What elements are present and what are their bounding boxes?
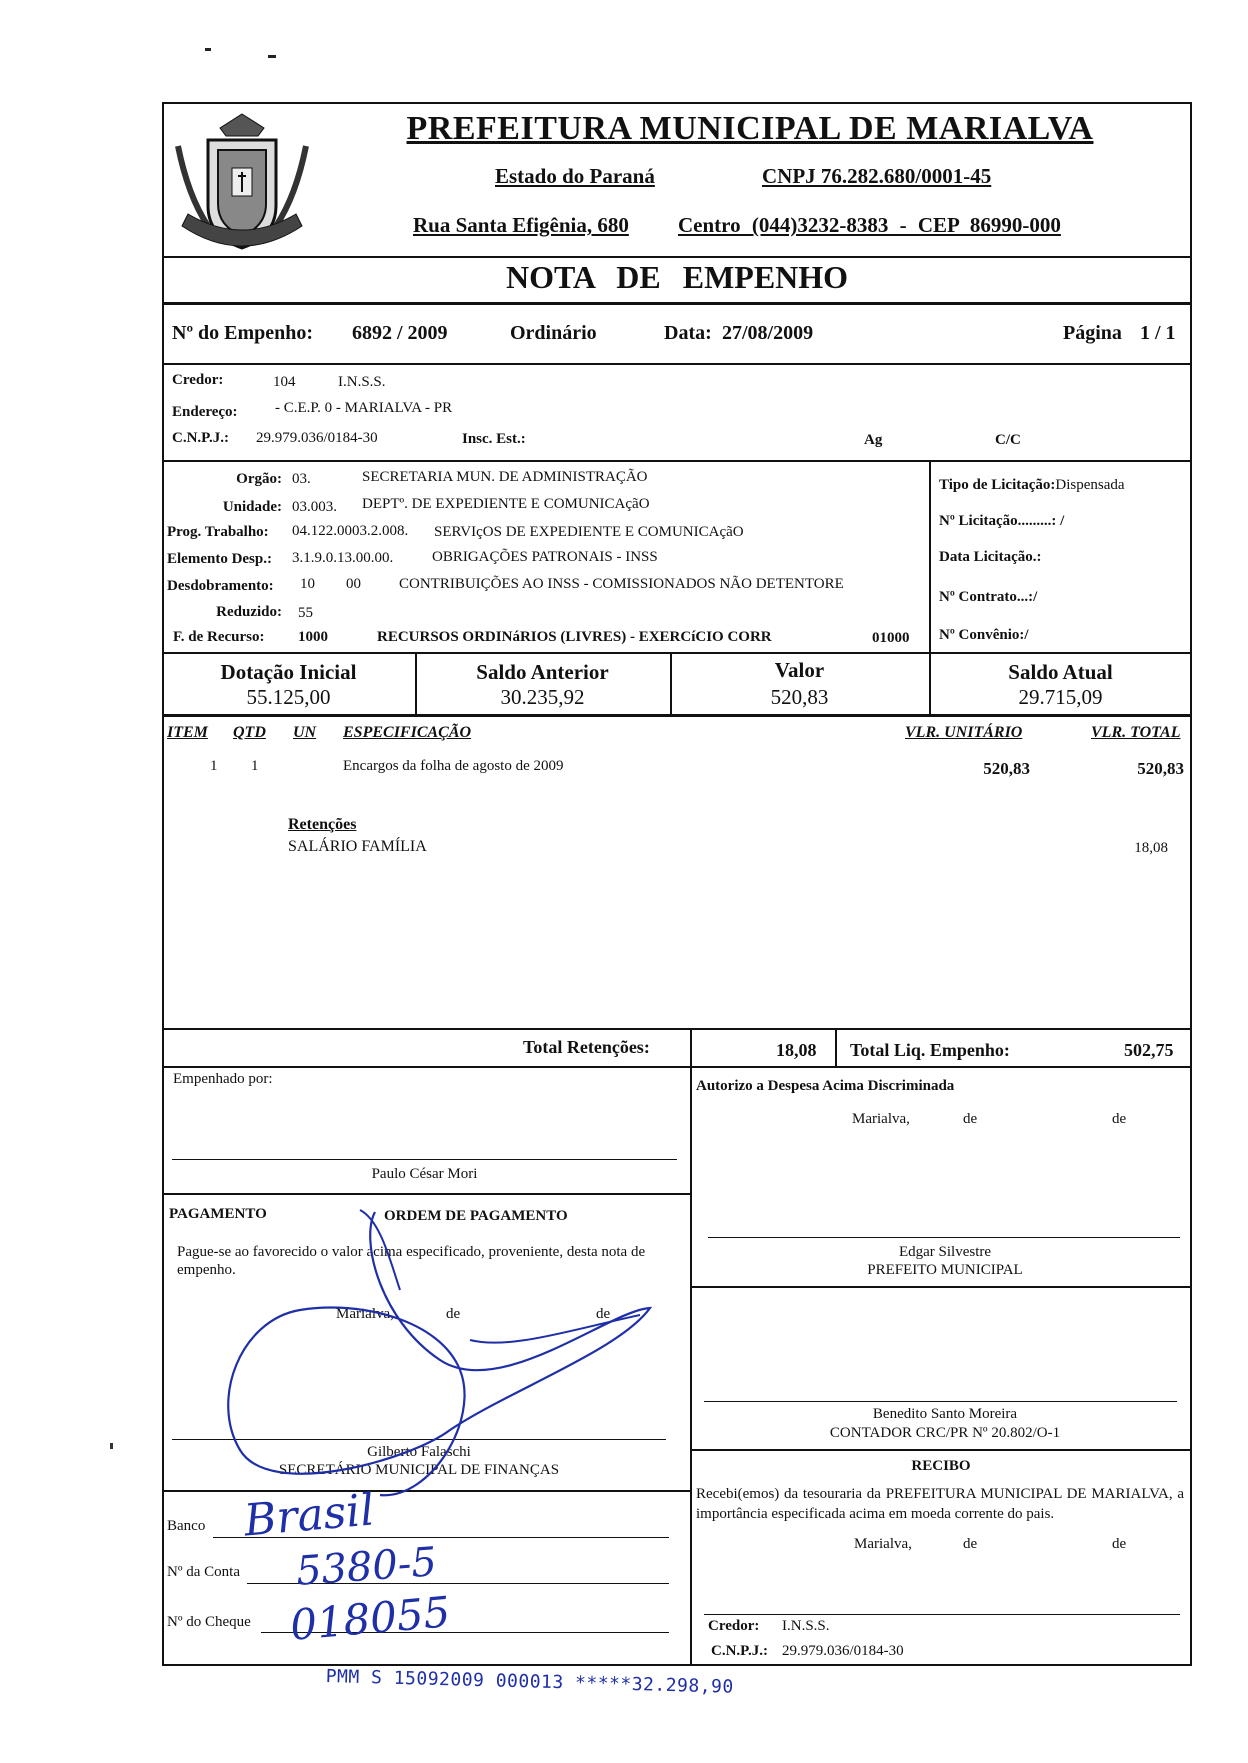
prefeitura-title: PREFEITURA MUNICIPAL DE MARIALVA — [406, 110, 1094, 147]
orgao-label: Orgão: — [236, 471, 282, 487]
conta-handwritten: 5380-5 — [294, 1539, 439, 1595]
divider — [929, 460, 931, 652]
recurso-num: 01000 — [872, 630, 910, 646]
autorizo-local: Marialva, — [852, 1111, 910, 1127]
total-retencoes-label: Total Retenções: — [523, 1037, 650, 1057]
pagamento-de1: de — [446, 1306, 461, 1322]
cheque-label: Nº do Cheque — [167, 1614, 251, 1630]
contact-label: Centro (044)3232-8383 - CEP 86990-000 — [678, 213, 1061, 237]
item-number: 1 — [210, 758, 218, 774]
recibo-de1: de — [963, 1536, 978, 1552]
divider — [690, 1028, 692, 1665]
recibo-cnpj: 29.979.036/0184-30 — [782, 1643, 904, 1659]
elemento-desc: OBRIGAÇÕES PATRONAIS - INSS — [432, 549, 658, 565]
col-item: ITEM — [167, 724, 208, 741]
divider — [162, 302, 1192, 305]
contador-title: CONTADOR CRC/PR Nº 20.802/O-1 — [829, 1425, 1061, 1441]
saldo-anterior-label: Saldo Anterior — [476, 660, 609, 684]
creditor-label: Credor: — [172, 372, 224, 388]
empenhado-name: Paulo César Mori — [371, 1166, 478, 1182]
col-vlr-total: VLR. TOTAL — [1091, 724, 1181, 741]
elemento-code: 3.1.9.0.13.00.00. — [292, 550, 394, 566]
empenho-number: 6892 / 2009 — [352, 322, 448, 344]
divider — [162, 1193, 690, 1195]
unidade-code: 03.003. — [292, 499, 337, 515]
scan-speck — [205, 48, 211, 51]
divider — [162, 652, 1192, 654]
creditor-code: 104 — [273, 374, 296, 390]
dotacao-label: Dotação Inicial — [220, 660, 357, 684]
valor-value: 520,83 — [770, 685, 829, 709]
divider — [162, 256, 1192, 258]
recibo-credor-label: Credor: — [708, 1618, 760, 1634]
divider — [690, 1449, 1192, 1451]
item-qtd: 1 — [251, 758, 259, 774]
retencao-name: SALÁRIO FAMÍLIA — [288, 838, 427, 855]
recibo-local: Marialva, — [854, 1536, 912, 1552]
retencoes-label: Retenções — [288, 816, 357, 833]
recibo-de2: de — [1112, 1536, 1127, 1552]
prog-label: Prog. Trabalho: — [167, 524, 269, 540]
conta-label: Nº da Conta — [167, 1564, 240, 1580]
prefeito-title: PREFEITO MUNICIPAL — [867, 1262, 1023, 1278]
insc-est-label: Insc. Est.: — [462, 431, 526, 447]
saldo-atual-label: Saldo Atual — [1008, 660, 1113, 684]
col-especificacao: ESPECIFICAÇÃO — [343, 724, 472, 741]
page-label: Página — [1063, 322, 1122, 344]
divider — [162, 363, 1192, 365]
creditor-name: I.N.S.S. — [338, 374, 386, 390]
scan-speck — [268, 55, 276, 58]
address-label: Rua Santa Efigênia, 680 — [413, 213, 629, 237]
pagamento-de2: de — [596, 1306, 611, 1322]
estado-label: Estado do Paraná — [495, 164, 655, 188]
col-vlr-unitario: VLR. UNITÁRIO — [905, 724, 1023, 741]
prog-code: 04.122.0003.2.008. — [292, 523, 409, 539]
ordem-pagamento-label: ORDEM DE PAGAMENTO — [384, 1208, 568, 1224]
retencao-value: 18,08 — [1134, 840, 1168, 856]
num-licitacao-label: Nº Licitação.........: / — [939, 513, 1065, 529]
saldo-anterior-value: 30.235,92 — [500, 685, 585, 709]
data-licitacao-label: Data Licitação.: — [939, 549, 1042, 565]
signature-line — [704, 1614, 1180, 1615]
recibo-cnpj-label: C.N.P.J.: — [711, 1643, 768, 1659]
divider — [690, 1286, 1192, 1288]
item-total-value: 520,83 — [1137, 759, 1184, 778]
scan-speck — [110, 1443, 113, 1449]
desdobramento-desc: CONTRIBUIÇÕES AO INSS - COMISSIONADOS NÃO DETENTORE — [399, 576, 844, 592]
divider — [162, 460, 1192, 462]
convenio-label: Nº Convênio:/ — [939, 627, 1029, 643]
dotacao-value: 55.125,00 — [246, 685, 331, 709]
cheque-handwritten: 018055 — [288, 1587, 453, 1650]
autorizo-label: Autorizo a Despesa Acima Discriminada — [696, 1078, 955, 1094]
empenho-type: Ordinário — [510, 322, 597, 344]
orgao-desc: SECRETARIA MUN. DE ADMINISTRAÇÃO — [362, 469, 648, 485]
date-value: 27/08/2009 — [722, 322, 814, 344]
col-qtd: QTD — [233, 724, 266, 741]
desdobramento-a: 10 — [300, 576, 315, 592]
secretario-name: Gilberto Falaschi — [367, 1444, 471, 1460]
contrato-label: Nº Contrato...:/ — [939, 589, 1038, 605]
autorizo-de2: de — [1112, 1111, 1127, 1127]
divider — [162, 714, 1192, 717]
signature-line — [172, 1159, 677, 1160]
valor-label: Valor — [774, 658, 825, 682]
desdobramento-label: Desdobramento: — [167, 578, 274, 594]
empenhado-label: Empenhado por: — [173, 1071, 273, 1087]
doc-title: NOTA DE EMPENHO — [505, 259, 849, 295]
divider — [835, 1028, 837, 1066]
recibo-credor: I.N.S.S. — [782, 1618, 830, 1634]
agency-label: Ag — [864, 432, 883, 448]
recibo-label: RECIBO — [911, 1458, 971, 1474]
banco-handwritten: Brasil — [242, 1484, 377, 1547]
address-field-label: Endereço: — [172, 404, 238, 420]
recibo-text: Recebi(emos) da tesouraria da PREFEITURA MUNICIPAL DE MARIALVA, a importância especificada acima em moeda corrente do pais. — [696, 1486, 1184, 1522]
account-label: C/C — [995, 432, 1021, 448]
signature-line — [704, 1401, 1177, 1402]
banco-label: Banco — [167, 1518, 206, 1534]
pagamento-text: Pague-se ao favorecido o valor acima especificado, proveniente, desta nota de empenho. — [177, 1244, 646, 1278]
orgao-code: 03. — [292, 471, 311, 487]
prefeito-name: Edgar Silvestre — [898, 1244, 992, 1260]
cnpj-label: CNPJ 76.282.680/0001-45 — [762, 164, 992, 188]
creditor-cnpj: 29.979.036/0184-30 — [256, 430, 378, 446]
pagamento-label: PAGAMENTO — [169, 1206, 267, 1222]
handwritten-signature — [210, 1200, 670, 1500]
elemento-label: Elemento Desp.: — [167, 551, 272, 567]
reduzido-code: 55 — [298, 605, 313, 621]
reduzido-label: Reduzido: — [216, 604, 282, 620]
desdobramento-b: 00 — [346, 576, 361, 592]
page-value: 1 / 1 — [1140, 322, 1176, 344]
tipo-licitacao-label — [939, 477, 1125, 494]
col-un: UN — [293, 724, 317, 741]
tipo-licitacao-value: Dispensada — [1055, 477, 1125, 493]
pagamento-local: Marialva, — [336, 1306, 394, 1322]
payment-stamp: PMM S 15092009 000013 *****32.298,90 — [325, 1666, 735, 1698]
total-retencoes-value: 18,08 — [776, 1040, 817, 1060]
empenho-number-label: Nº do Empenho: — [172, 322, 314, 344]
municipal-crest-logo — [168, 106, 316, 256]
divider — [162, 1066, 1192, 1068]
recurso-code: 1000 — [298, 629, 328, 645]
signature-line — [708, 1237, 1180, 1238]
unidade-label: Unidade: — [222, 499, 282, 515]
recurso-label: F. de Recurso: — [173, 629, 265, 645]
date-label: Data: — [664, 322, 712, 344]
total-liq-label: Total Liq. Empenho: — [850, 1040, 1010, 1060]
total-liq-value: 502,75 — [1124, 1040, 1174, 1060]
prog-desc: SERVIçOS DE EXPEDIENTE E COMUNICAçãO — [434, 524, 744, 540]
tipo-licitacao-caption: Tipo de Licitação: — [939, 477, 1056, 493]
contador-name: Benedito Santo Moreira — [872, 1406, 1018, 1422]
autorizo-de1: de — [963, 1111, 978, 1127]
divider — [162, 1028, 1192, 1030]
cnpj-field-label: C.N.P.J.: — [172, 430, 229, 446]
saldo-atual-value: 29.715,09 — [1018, 685, 1103, 709]
secretario-title: SECRETÁRIO MUNICIPAL DE FINANÇAS — [278, 1462, 560, 1478]
unidade-desc: DEPTº. DE EXPEDIENTE E COMUNICAçãO — [362, 496, 650, 512]
creditor-address: - C.E.P. 0 - MARIALVA - PR — [275, 400, 453, 416]
recurso-desc: RECURSOS ORDINáRIOS (LIVRES) - EXERCíCIO CORR — [377, 629, 772, 645]
item-espec: Encargos da folha de agosto de 2009 — [343, 758, 564, 774]
item-unit-value: 520,83 — [983, 759, 1030, 778]
